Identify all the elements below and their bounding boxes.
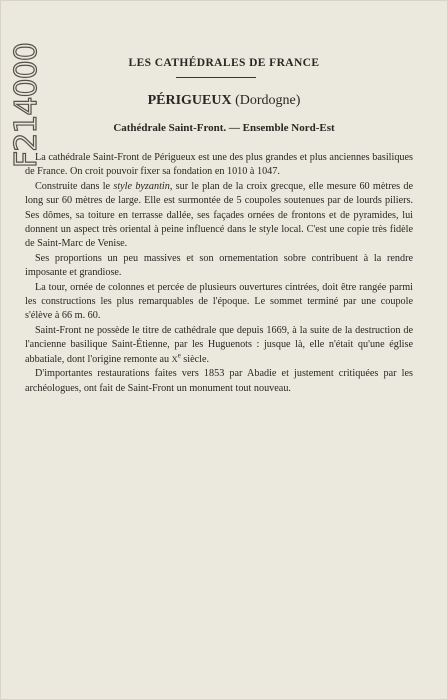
svg-text:F214000: F214000 — [9, 43, 44, 168]
paragraph-text: Saint-Front ne possède le titre de cathédrale que depuis 1669, à la suite de la destruction de l'ancienne basilique Saint-Étienne, par les Huguenots : jusque là, elle n'était qu'une église abbatiale, dont l'origine remonte au — [25, 324, 413, 365]
caption-subtitle: Cathédrale Saint-Front. — Ensemble Nord-Est — [113, 122, 335, 134]
paragraph-text: Ses proportions un peu massives et son ornementation sobre contribuent à la rendre imposante et grandiose. — [25, 252, 413, 279]
description-text — [25, 151, 413, 396]
paragraph-text: , sur le plan de la croix grecque, elle mesure 60 mètres de long sur 60 mètres de large. Elle est surmontée de 5 coupoles soutenues par de lourds piliers. Ses dômes, sa toiture en terrasse dallée, ses façades ornées de frontons et de pyramides, lui donnent un aspect très oriental à peine influencé dans le style local. C'est une copie très fidèle de Saint-Marc de Venise. — [25, 180, 413, 250]
paragraph — [25, 151, 413, 180]
paragraph-text: La tour, ornée de colonnes et percée de plusieurs ouvertures cintrées, doit être rangée parmi les constructions les plus remarquables de l'époque. Le sommet terminé par une coupole s'élève à 66 m. 60. — [25, 281, 413, 322]
paragraph-text: D'importantes restaurations faites vers 1853 par Abadie et justement critiquées par les archéologues, ont fait de Saint-Front un monument tout nouveau. — [25, 368, 413, 394]
paragraph-text: X — [171, 354, 178, 364]
paragraph-text: siècle. — [180, 353, 210, 365]
location-heading — [0, 93, 448, 109]
city-name: PÉRIGUEUX — [147, 93, 232, 108]
title-divider — [176, 77, 256, 78]
paragraph — [25, 324, 413, 367]
paragraph — [25, 180, 413, 252]
paragraph — [25, 281, 413, 324]
paragraph-text: e — [177, 351, 181, 360]
paragraph-text: Construite dans le — [35, 180, 114, 192]
series-title: LES CATHÉDRALES DE FRANCE — [128, 57, 320, 69]
department-name: (Dordogne) — [235, 93, 301, 108]
paragraph — [25, 367, 413, 396]
paragraph-text: style byzantin — [113, 180, 170, 192]
paragraph-text: La cathédrale Saint-Front de Périgueux est une des plus grandes et plus anciennes basiliques de France. On croit pouvoir fixer sa fondation en 1010 à 1047. — [25, 152, 413, 178]
paragraph — [25, 252, 413, 281]
